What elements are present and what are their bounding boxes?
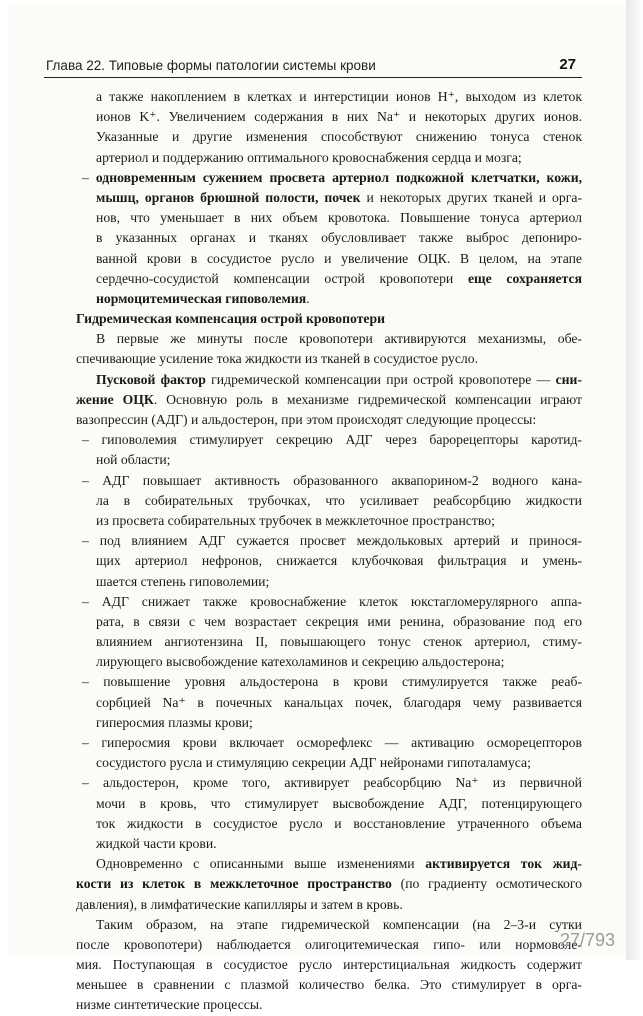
page-number: 27 [559, 56, 576, 73]
text-line [76, 955, 582, 975]
text-run: вазопрессин (АДГ) и альдостерон, при этом происходят следующие процессы: [76, 412, 537, 427]
text-line [76, 592, 582, 612]
text-run: – под влиянием АДГ сужается просвет междольковых артерий и принося- [82, 533, 582, 549]
text-run: мия. Поступающая в сосудистое русло интерстициальная жидкость содержит [76, 957, 582, 973]
bold-text-run: сни- [555, 371, 582, 387]
chapter-running-title: Глава 22. Типовые формы патологии системы крови [46, 58, 376, 73]
text-line [76, 168, 582, 188]
text-line [76, 471, 582, 491]
text-run: Одновременно с описанными выше изменениями [96, 856, 426, 872]
text-run: – гиперосмия крови включает осморефлекс — активацию осморецепторов [82, 735, 582, 750]
text-line [76, 612, 582, 632]
text-run: рата, в связи с чем возрастает секреция ими ренина, образование под его [96, 613, 582, 629]
text-line [76, 249, 582, 269]
text-line [76, 491, 582, 511]
text-line [76, 87, 582, 107]
bold-text-run: жение ОЦК [76, 391, 154, 407]
text-line [76, 814, 582, 834]
text-run: артериол и поддержанию оптимального кровоснабжения сердца и мозга; [96, 149, 522, 165]
text-line [76, 551, 582, 571]
text-line [76, 572, 582, 592]
text-line [76, 773, 582, 793]
text-line [76, 632, 582, 652]
text-line [76, 511, 582, 531]
text-run: жидкой части крови. [96, 835, 217, 851]
text-run: ток жидкости в сосудистое русло и восстановление утраченного объема [96, 815, 582, 831]
text-run: и некоторых других тканей и орга- [360, 189, 582, 205]
text-line [76, 188, 582, 208]
text-run: щих артериол нефронов, снижается клубочковая фильтрация и умень- [96, 553, 582, 569]
text-line [76, 329, 582, 349]
text-line [76, 370, 582, 390]
text-run: . [306, 290, 310, 306]
text-line [76, 148, 582, 168]
text-run: после кровопотери) наблюдается олигоцитемическая гипо- или нормоволе- [76, 936, 582, 952]
text-line [76, 410, 582, 430]
text-line [76, 450, 582, 470]
bold-text-run: кости из клеток в межклеточное пространство [76, 876, 392, 892]
bold-text-run: еще сохраняется [467, 270, 582, 286]
page-text-body [76, 87, 582, 1016]
bold-text-run: нормоцитемическая гиповолемия [96, 290, 307, 306]
text-run: Таким образом, на этапе гидремической компенсации (на 2–3-и сутки [96, 916, 582, 932]
text-run: давления), в лимфатические капилляры и затем в кровь. [76, 896, 403, 912]
text-run: низме синтетические процессы. [76, 997, 263, 1013]
text-line [76, 753, 582, 773]
text-line [76, 208, 582, 228]
text-run: ной области; [96, 452, 171, 468]
text-run: нов, что уменьшает в них объем кровотока. Повышение тонуса артериол [96, 210, 582, 226]
viewer-page-counter: 27/793 [559, 930, 615, 950]
text-run: сердечно-сосудистой компенсации острой кровопотери [96, 270, 468, 286]
text-run: Указанные и другие изменения способствуют снижению тонуса стенок [96, 129, 582, 145]
text-line [76, 430, 582, 450]
bold-text-run: Пусковой фактор [96, 371, 206, 387]
text-run: гиперосмия плазмы крови; [96, 714, 253, 730]
text-run: меньшее в сравнении с плазмой количество белка. Это стимулирует в орга- [76, 977, 582, 993]
text-run: мочи в кровь, что стимулирует высвобождение АДГ, потенцирующего [96, 795, 582, 811]
text-run: – альдостерон, кроме того, активирует реабсорбцию Na⁺ из первичной [82, 775, 582, 791]
bold-text-run: Гидремическая компенсация острой кровопотери [76, 311, 385, 327]
text-line [76, 269, 582, 289]
text-run: гидремической компенсации при острой кровопотере — [205, 371, 556, 387]
text-line [76, 975, 582, 995]
text-run: сорбцией Na⁺ в почечных канальцах почек, благодаря чему развивается [96, 694, 582, 710]
text-run: – АДГ снижает также кровоснабжение клеток юкстагломерулярного аппа- [82, 593, 582, 609]
text-run: – повышение уровня альдостерона в крови стимулируется также реаб- [82, 674, 582, 690]
text-line [76, 309, 582, 329]
text-run: лирующего высвобождение катехоламинов и секрецию альдостерона; [96, 654, 505, 670]
text-run: влиянием ангиотензина II, повышающего тонус стенок артериол, стиму- [96, 634, 582, 650]
text-line [76, 935, 582, 955]
text-run: ионов K⁺. Увеличением содержания в них Na⁺ и некоторых других ионов. [96, 109, 582, 125]
running-header [44, 55, 582, 78]
bold-text-run: активируется ток жид- [425, 856, 582, 872]
text-run: В первые же минуты после кровопотери активируются механизмы, обе- [96, 331, 582, 347]
text-line [76, 713, 582, 733]
text-run: . Основную роль в механизме гидремической компенсации играют [153, 391, 582, 407]
text-line [76, 693, 582, 713]
page-edge-shadow [626, 0, 643, 960]
text-run: шается степень гиповолемии; [96, 573, 270, 589]
text-line [76, 672, 582, 692]
text-run: в указанных органах и тканях обусловливает также выброс депониро- [96, 230, 582, 246]
text-line [76, 390, 582, 410]
text-line [76, 289, 582, 309]
text-run: а также накоплением в клетках и интерстиции ионов H⁺, выходом из клеток [96, 89, 582, 104]
text-line [76, 834, 582, 854]
text-line [76, 874, 582, 894]
text-line [76, 228, 582, 248]
text-line [76, 531, 582, 551]
text-run: – [82, 169, 96, 185]
text-run: из просвета собирательных трубочек в межклеточное пространство; [96, 512, 495, 528]
text-line [76, 733, 582, 753]
text-line [76, 794, 582, 814]
bold-text-run: одновременным сужением просвета артериол подкожной клетчатки, кожи, [95, 169, 582, 185]
text-line [76, 995, 582, 1015]
text-run: сосудистого русла и стимуляцию секреции АДГ нейронами гипоталамуса; [96, 755, 531, 771]
text-run: спечивающие усиление тока жидкости из тканей в сосудистое русло. [76, 351, 479, 367]
text-run: ванной крови в сосудистое русло и увеличение ОЦК. В целом, на этапе [96, 250, 582, 266]
text-run: (по градиенту осмотического [391, 876, 582, 892]
text-line [76, 107, 582, 127]
text-line [76, 652, 582, 672]
text-line [76, 915, 582, 935]
text-run: – гиповолемия стимулирует секрецию АДГ через барорецепторы каротид- [82, 432, 582, 448]
text-run: ла в собирательных трубочках, что усиливает реабсорбцию жидкости [96, 492, 582, 508]
text-run: – АДГ повышает активность образованного аквапорином-2 водного кана- [82, 472, 582, 488]
text-line [76, 854, 582, 874]
text-line [76, 895, 582, 915]
text-line [76, 127, 582, 147]
text-line [76, 349, 582, 369]
bold-text-run: мышц, органов брюшной полости, почек [96, 189, 361, 205]
